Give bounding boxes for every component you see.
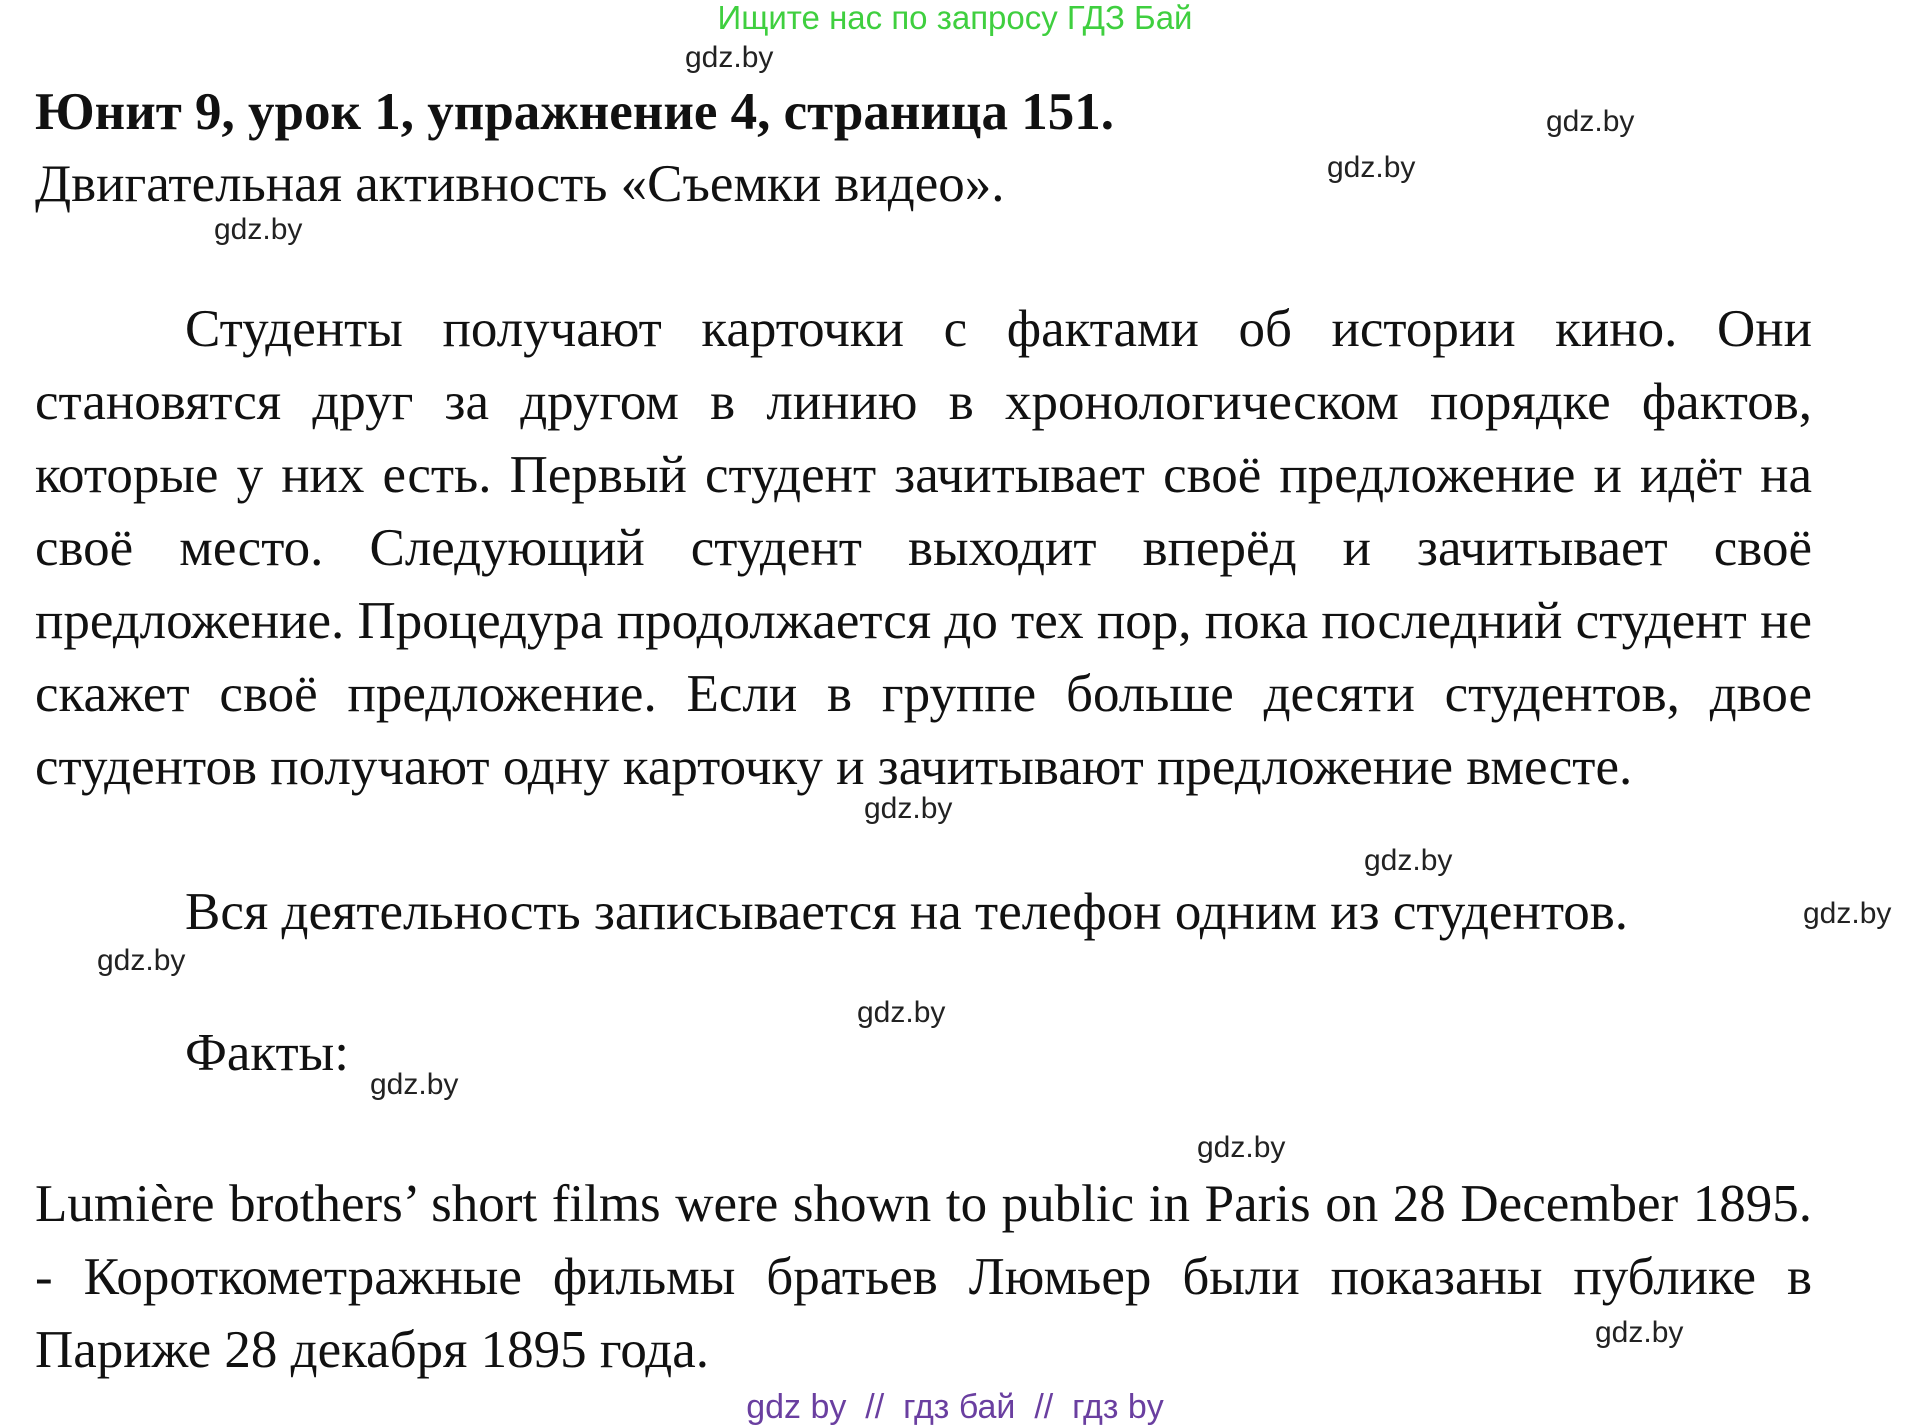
instruction-paragraph: Студенты получают карточки с фактами об истории кино. Они становятся друг за другом в линию в хронологическом порядке фактов, которые у них есть. Первый студент зачитывает своё предложение и идёт на своё место. Следующий студент выходит вперёд и зачитывает своё предложение. Процедура продолжается до тех пор, пока последний студент не скажет своё предложение. Если в группе больше десяти студентов, двое студентов получают одну карточку и зачитывают предложение вместе. [35,300,1812,796]
search-hint-banner: Ищите нас по запросу ГДЗ Бай [717,0,1193,36]
watermark: gdz.by [685,41,774,74]
watermark: gdz.by [1197,1131,1286,1164]
facts-heading: Факты: [185,1024,349,1082]
watermark: gdz.by [214,213,303,246]
watermark: gdz.by [1803,897,1892,930]
watermark: gdz.by [864,792,953,825]
watermark: gdz.by [97,944,186,977]
watermark: gdz.by [1546,105,1635,138]
watermark: gdz.by [1327,151,1416,184]
footer-watermark: gdz by // гдз бай // гдз by [746,1388,1164,1426]
page-subtitle: Двигательная активность «Съемки видео». [35,155,1005,213]
watermark: gdz.by [857,996,946,1029]
fact-item: Lumière brothers’ short films were shown to public in Paris on 28 December 1895. - Короткометражные фильмы братьев Люмьер были показаны публике в Париже 28 декабря 1895 года. [35,1175,1812,1379]
watermark: gdz.by [370,1068,459,1101]
watermark: gdz.by [1364,844,1453,877]
watermark: gdz.by [1595,1316,1684,1349]
page-title: Юнит 9, урок 1, упражнение 4, страница 151. [35,83,1114,141]
recording-paragraph: Вся деятельность записывается на телефон одним из студентов. [185,883,1629,941]
